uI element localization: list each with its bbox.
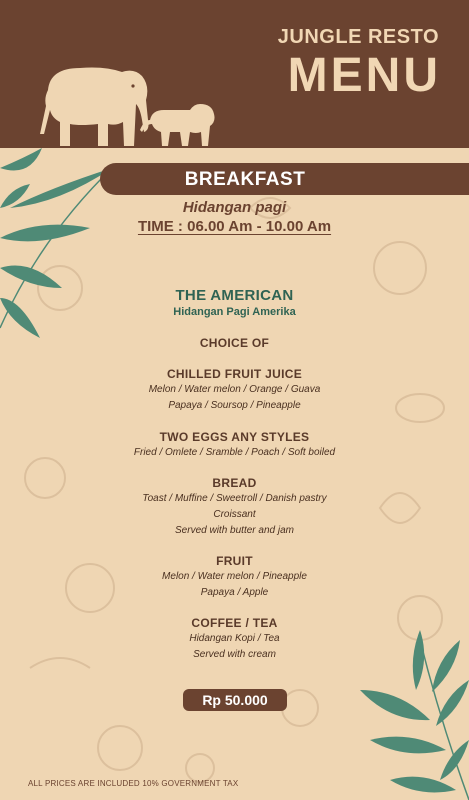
restaurant-name: JUNGLE RESTO [277,26,439,48]
group-line: Papaya / Soursop / Pineapple [168,400,301,411]
group-line: Melon / Water melon / Orange / Guava [148,384,321,395]
group-line: Melon / Water melon / Pineapple [162,571,307,582]
section-subtitle: Hidangan pagi [182,199,287,216]
group-line: Toast / Muffine / Sweetroll / Danish pastry [142,493,327,504]
section-time-text: TIME : 06.00 Am - 10.00 Am [137,218,332,235]
tax-note: ALL PRICES ARE INCLUDED 10% GOVERNMENT TAX [28,779,239,788]
package-title: THE AMERICAN [175,287,294,304]
menu-title: MENU [287,49,441,102]
group-title: TWO EGGS ANY STYLES [159,430,310,444]
group-title: COFFEE / TEA [191,616,278,630]
choice-label: CHOICE OF [199,336,270,350]
elephant-icon [40,68,149,147]
group-line: Papaya / Apple [200,587,269,598]
group-line: Served with butter and jam [175,525,294,536]
lion-icon [140,104,215,146]
section-ribbon [100,163,469,195]
price-badge: Rp 50.000 [183,689,287,711]
package-subtitle: Hidangan Pagi Amerika [173,306,296,318]
section-time [0,218,469,235]
group-line: Served with cream [193,649,276,660]
group-line: Croissant [213,509,256,520]
section-title: BREAKFAST [184,169,306,190]
group-line: Fried / Omlete / Sramble / Poach / Soft boiled [133,447,336,458]
header-band [0,0,469,148]
group-title: FRUIT [216,554,253,568]
group-title: CHILLED FRUIT JUICE [166,367,303,381]
group-line: Hidangan Kopi / Tea [189,633,280,644]
animals-silhouette [30,60,220,150]
group-title: BREAD [212,476,257,490]
leaf-branch-icon [360,630,469,800]
